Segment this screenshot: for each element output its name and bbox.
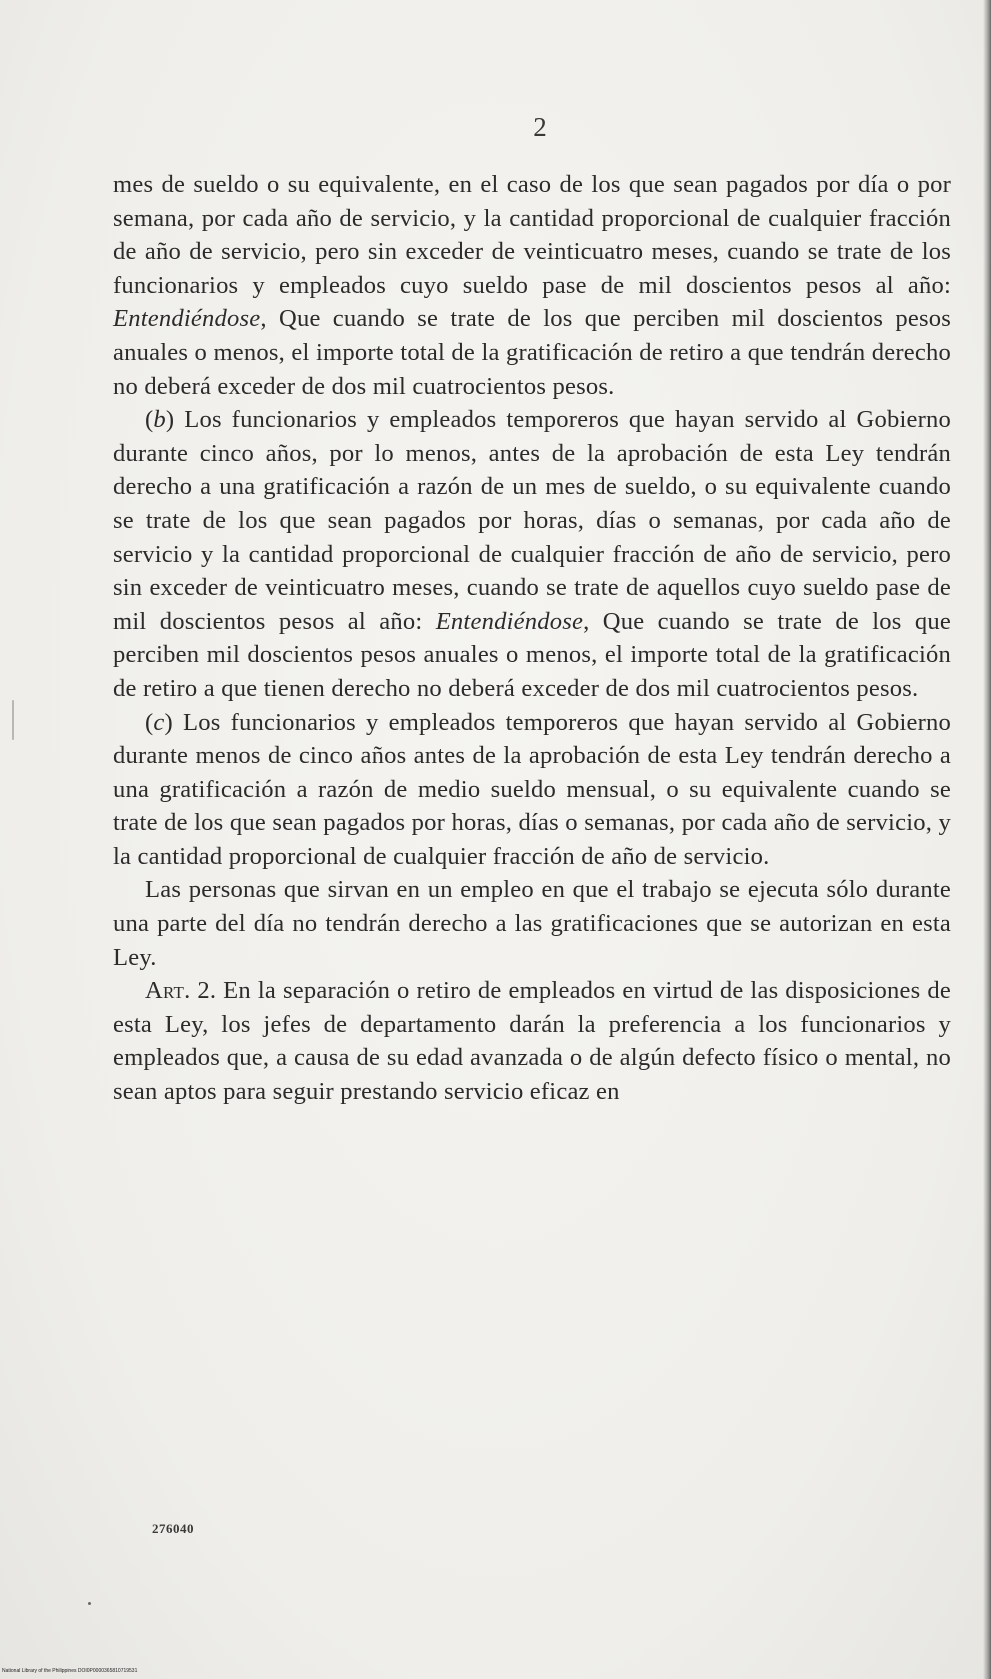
paragraph-text-segment: mes de sueldo o su equivalente, en el caso de los que sean pagados por día o por semana, por cada año de servicio, y la cantidad proporcional de cualquier fracción de año de servicio, pero sin exceder de veinticuatro meses, cuando se trate de los funcionarios y empleados cuyo sueldo pase de mil doscientos pesos al año: [113,171,951,299]
paragraph-art-2 [113,974,951,1108]
page-number: 2 [533,112,547,142]
paragraph-text-segment: Entendiéndose [113,305,261,333]
body-text [113,168,951,1109]
paper-mark [12,700,14,740]
paragraph-text-segment: c [153,708,165,736]
paragraph-clause-b [113,403,951,705]
footer-code: 276040 [152,1521,194,1536]
paper-speck [88,1602,91,1605]
paragraph-text-segment: ) Los funcionarios y empleados temporeros que hayan servido al Gobierno durante menos de cinco años antes de la aprobación de esta Ley tendrán derecho a una gratificación a razón de medio sueldo mensual, o su equivalente cuando se trate de los que sean pagados por horas, días o semanas, por cada año de servicio, y la cantidad proporcional de cualquier fracción de año de servicio. [113,708,951,870]
paragraph-text-segment: Las personas que sirvan en un empleo en que el trabajo se ejecuta sólo durante una parte del día no tendrán derecho a las gratificaciones que se autorizan en esta Ley. [113,876,951,971]
scan-edge-shadow [983,0,991,1679]
paragraph-part-time [113,873,951,974]
paragraph-text-segment: Art [145,977,185,1005]
paragraph-text-segment: . 2. En la separación o retiro de empleados en virtud de las disposiciones de esta Ley, los jefes de departamento darán la preferencia a los funcionarios y empleados que, a causa de su edad avanzada o de algún defecto físico o mental, no sean aptos para seguir prestando servicio eficaz en [113,977,951,1106]
paragraph-text-segment: ( [145,708,154,736]
watermark-text: National Library of the Philippines DOI0P0000365810719531 [2,1668,138,1674]
paragraph-text-segment: ( [145,406,154,434]
paragraph-text-segment: , Que cuando se trate de los que perciben mil doscientos pesos anuales o menos, el importe total de la gratificación de retiro a que tendrán derecho no deberá exceder de dos mil cuatrocientos pesos. [113,305,951,400]
paragraph-text-segment: b [153,406,166,434]
paragraph-continuation [113,168,951,403]
paragraph-clause-c [113,706,951,874]
paragraph-text-segment: ) Los funcionarios y empleados temporeros que hayan servido al Gobierno durante cinco años, por lo menos, antes de la aprobación de esta Ley tendrán derecho a una gratificación a razón de un mes de sueldo, o su equivalente cuando se trate de los que sean pagados por horas, días o semanas, por cada año de servicio y la cantidad proporcional de cualquier fracción de año de servicio, pero sin exceder de veinticuatro meses, cuando se trate de aquellos cuyo sueldo pase de mil doscientos pesos al año: [113,406,951,635]
paragraph-text-segment: Entendiéndose [435,607,584,635]
paragraph-text-segment: , Que cuando se trate de los que perciben mil doscientos pesos anuales o menos, el importe total de la gratificación de retiro a que tienen derecho no deberá exceder de dos mil cuatrocientos pesos. [113,607,951,702]
